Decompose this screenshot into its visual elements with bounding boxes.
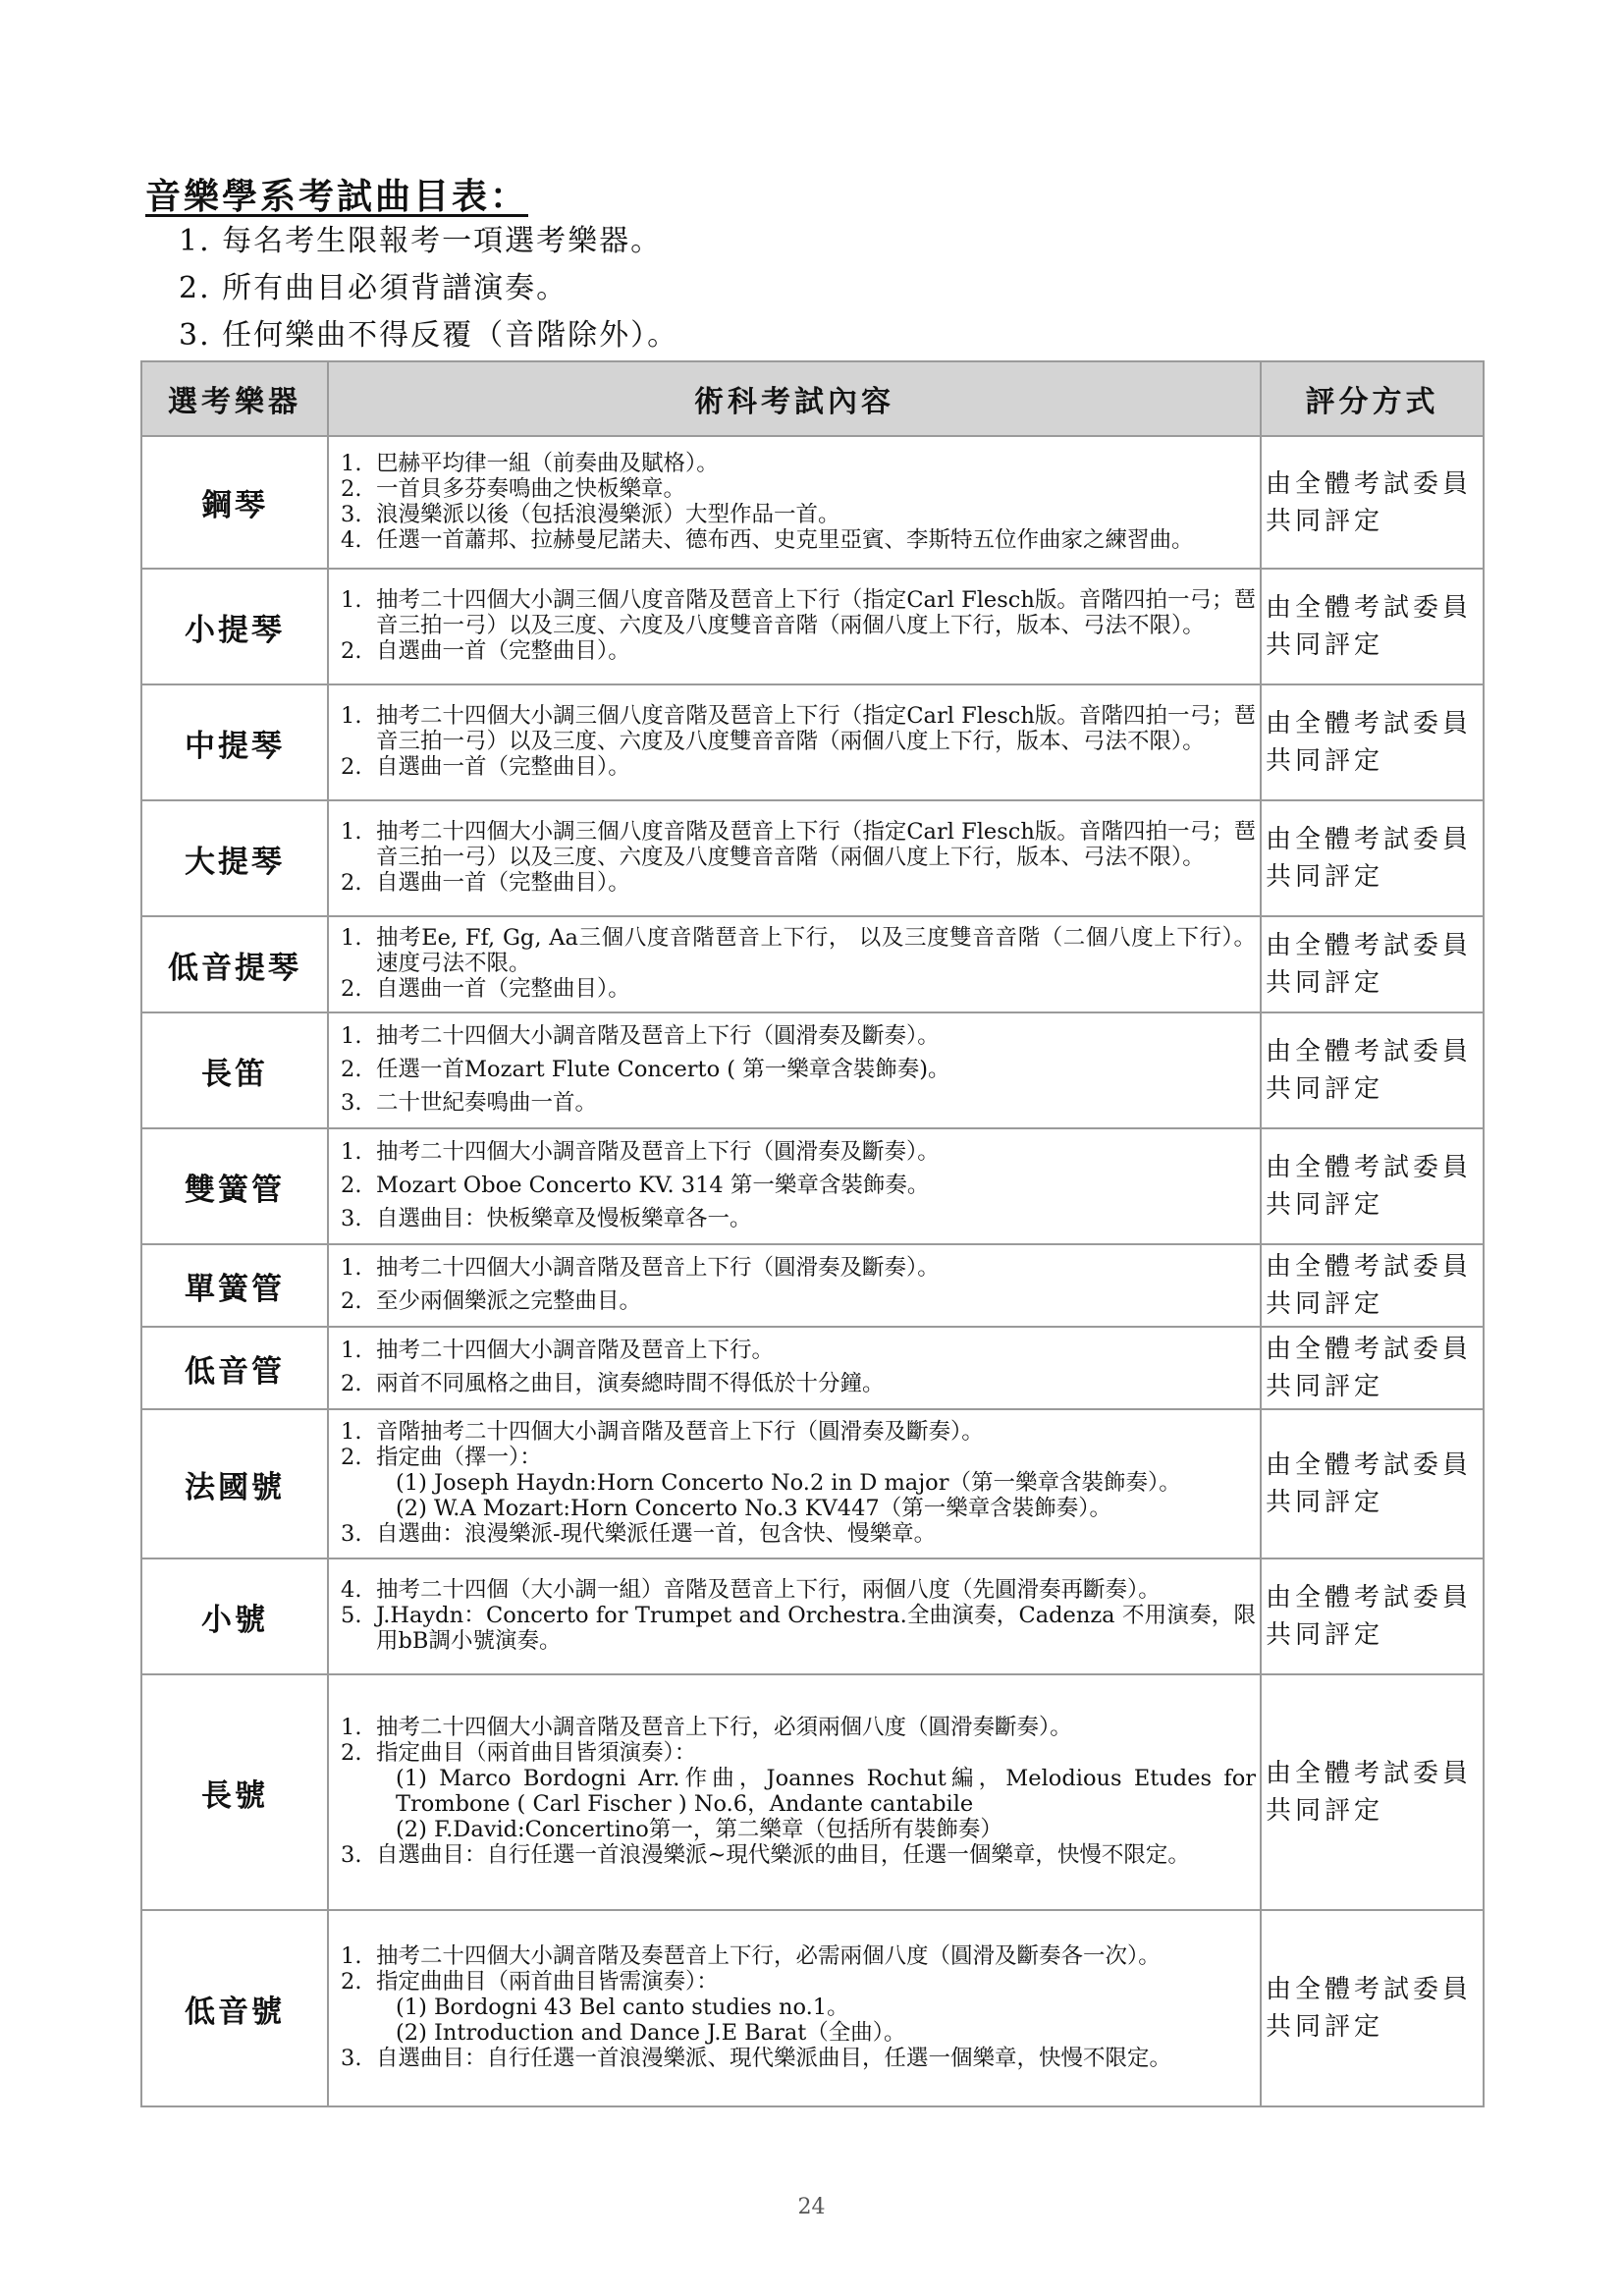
requirement-list xyxy=(341,703,1256,780)
table-row xyxy=(141,1128,1484,1244)
item-main-text: 抽考二十四個大小調音階及琶音上下行（圓滑奏及斷奏）。 xyxy=(376,1139,940,1165)
item-text xyxy=(376,1336,1256,1365)
requirement-item xyxy=(341,1419,1256,1445)
item-number: 2. xyxy=(341,976,362,1002)
item-text xyxy=(376,1577,1256,1603)
requirement-item xyxy=(341,754,1256,780)
item-text xyxy=(376,451,1256,476)
content-cell xyxy=(328,1327,1261,1409)
requirement-item xyxy=(341,476,1256,502)
table-row xyxy=(141,916,1484,1012)
item-main-text: 指定曲（擇一）： xyxy=(376,1445,542,1470)
item-text xyxy=(376,1171,1256,1200)
table-row xyxy=(141,1674,1484,1910)
item-text xyxy=(376,476,1256,502)
item-sub-text: (2) F.David:Concertino第一，第二樂章（包括所有裝飾奏） xyxy=(396,1817,1002,1842)
item-text xyxy=(376,2046,1256,2071)
requirement-item xyxy=(341,1137,1256,1167)
table-row xyxy=(141,1327,1484,1409)
requirement-list xyxy=(341,451,1256,553)
note-item: 1. 每名考生限報考一項選考樂器。 xyxy=(179,224,663,258)
table-row xyxy=(141,1409,1484,1558)
requirement-item xyxy=(341,1577,1256,1603)
item-text xyxy=(376,1740,1256,1842)
item-main-text: 抽考二十四個大小調三個八度音階及琶音上下行（指定Carl Flesch版。音階四拍一弓；琶音三拍一弓）以及三度、六度及八度雙音音階（兩個八度上下行，版本、弓法不限）。 xyxy=(376,587,1256,638)
item-number: 1. xyxy=(341,587,362,613)
item-main-text: 抽考二十四個大小調音階及琶音上下行（圓滑奏及斷奏）。 xyxy=(376,1255,940,1281)
table-row xyxy=(141,569,1484,684)
item-text xyxy=(376,1204,1256,1233)
table-body xyxy=(141,436,1484,2106)
item-main-text: J.Haydn：Concerto for Trumpet and Orchestra.全曲演奏，Cadenza 不用演奏，限用bB調小號演奏。 xyxy=(376,1603,1256,1654)
table-row xyxy=(141,436,1484,569)
item-number: 1. xyxy=(341,1255,362,1281)
item-number: 4. xyxy=(341,526,362,553)
requirement-item xyxy=(341,502,1256,527)
item-number: 5. xyxy=(341,1603,362,1628)
content-cell xyxy=(328,1244,1261,1327)
instrument-cell: 低音號 xyxy=(141,1910,328,2106)
grading-cell: 由全體考試委員共同評定 xyxy=(1261,916,1484,1012)
requirement-list xyxy=(341,1336,1256,1398)
requirement-item xyxy=(341,1715,1256,1740)
requirement-list xyxy=(341,1419,1256,1547)
header-instrument: 選考樂器 xyxy=(141,361,328,436)
requirement-list xyxy=(341,925,1256,1002)
requirement-item xyxy=(341,1088,1256,1118)
item-text xyxy=(376,1088,1256,1118)
item-main-text: 自選曲一首（完整曲目）。 xyxy=(376,638,630,664)
item-main-text: 抽考Ee, Ff, Gg, Aa三個八度音階琶音上下行， 以及三度雙音音階（二個八度上下行）。速度弓法不限。 xyxy=(376,925,1256,976)
item-main-text: 任選一首Mozart Flute Concerto ( 第一樂章含裝飾奏)。 xyxy=(376,1057,950,1082)
item-number: 2. xyxy=(341,638,362,664)
instrument-cell: 中提琴 xyxy=(141,684,328,800)
item-main-text: 指定曲目（兩首曲目皆須演奏）： xyxy=(376,1740,697,1766)
requirement-item xyxy=(341,870,1256,896)
instrument-cell: 雙簧管 xyxy=(141,1128,328,1244)
notes-list xyxy=(179,218,678,359)
grading-cell: 由全體考試委員共同評定 xyxy=(1261,1128,1484,1244)
item-main-text: 抽考二十四個大小調音階及琶音上下行。 xyxy=(376,1338,775,1363)
item-main-text: 兩首不同風格之曲目，演奏總時間不得低於十分鐘。 xyxy=(376,1371,885,1396)
grading-cell: 由全體考試委員共同評定 xyxy=(1261,1910,1484,2106)
item-text xyxy=(376,1969,1256,2046)
item-text xyxy=(376,1253,1256,1283)
item-number: 1. xyxy=(341,1023,362,1049)
requirement-list xyxy=(341,587,1256,664)
item-sub-text: (2) Introduction and Dance J.E Barat（全曲）。 xyxy=(396,2020,906,2046)
item-main-text: 抽考二十四個大小調三個八度音階及琶音上下行（指定Carl Flesch版。音階四拍一弓；琶音三拍一弓）以及三度、六度及八度雙音音階（兩個八度上下行，版本、弓法不限）。 xyxy=(376,703,1256,754)
item-text xyxy=(376,502,1256,527)
instrument-cell: 低音提琴 xyxy=(141,916,328,1012)
item-main-text: 抽考二十四個大小調音階及琶音上下行，必須兩個八度（圓滑奏斷奏）。 xyxy=(376,1715,1072,1740)
item-number: 1. xyxy=(341,925,362,951)
requirement-item xyxy=(341,1740,1256,1842)
item-number: 1. xyxy=(341,450,362,476)
requirement-item xyxy=(341,1253,1256,1283)
item-main-text: 抽考二十四個大小調三個八度音階及琶音上下行（指定Carl Flesch版。音階四拍一弓；琶音三拍一弓）以及三度、六度及八度雙音音階（兩個八度上下行，版本、弓法不限）。 xyxy=(376,819,1256,870)
item-text xyxy=(376,754,1256,780)
requirement-item xyxy=(341,638,1256,664)
requirement-list xyxy=(341,1577,1256,1654)
requirement-item xyxy=(341,587,1256,638)
item-number: 2. xyxy=(341,1057,362,1082)
requirement-item xyxy=(341,1943,1256,1969)
item-number: 2. xyxy=(341,1173,362,1198)
requirement-item xyxy=(341,1021,1256,1051)
header-grading: 評分方式 xyxy=(1261,361,1484,436)
content-cell xyxy=(328,1558,1261,1674)
requirement-item xyxy=(341,1969,1256,2046)
instrument-cell: 單簧管 xyxy=(141,1244,328,1327)
item-number: 1. xyxy=(341,1139,362,1165)
instrument-cell: 長號 xyxy=(141,1674,328,1910)
item-sub-text: (2) W.A Mozart:Horn Concerto No.3 KV447（第一樂章含裝飾奏）。 xyxy=(396,1496,1111,1521)
item-text xyxy=(376,1445,1256,1521)
page-number: 24 xyxy=(797,2195,826,2219)
item-main-text: 自選曲目：快板樂章及慢板樂章各一。 xyxy=(376,1206,752,1231)
requirement-item xyxy=(341,1171,1256,1200)
content-cell xyxy=(328,684,1261,800)
item-main-text: 巴赫平均律一組（前奏曲及賦格）。 xyxy=(376,450,719,476)
item-number: 4. xyxy=(341,1577,362,1603)
item-main-text: 任選一首蕭邦、拉赫曼尼諾夫、德布西、史克里亞賓、李斯特五位作曲家之練習曲。 xyxy=(376,526,1194,553)
item-sub-text: (1) Joseph Haydn:Horn Concerto No.2 in D major（第一樂章含裝飾奏）。 xyxy=(396,1470,1181,1496)
item-number: 2. xyxy=(341,1445,362,1470)
item-sub-text: (1) Marco Bordogni Arr.作曲，Joannes Rochut編，Melodious Etudes for Trombone ( Carl Fischer ) No.6，Andante cantabile xyxy=(396,1766,1256,1817)
item-main-text: 抽考二十四個（大小調一組）音階及琶音上下行，兩個八度（先圓滑奏再斷奏）。 xyxy=(376,1577,1161,1603)
table-row xyxy=(141,684,1484,800)
table-row xyxy=(141,800,1484,916)
content-cell xyxy=(328,1674,1261,1910)
item-text xyxy=(376,1419,1256,1445)
item-main-text: 自選曲：浪漫樂派-現代樂派任選一首，包含快、慢樂章。 xyxy=(376,1521,937,1547)
item-text xyxy=(376,819,1256,870)
item-text xyxy=(376,1715,1256,1740)
requirement-list xyxy=(341,1021,1256,1118)
item-text xyxy=(376,527,1256,553)
item-number: 3. xyxy=(341,1842,362,1868)
requirement-list xyxy=(341,1943,1256,2071)
item-main-text: 浪漫樂派以後（包括浪漫樂派）大型作品一首。 xyxy=(376,501,840,527)
content-cell xyxy=(328,800,1261,916)
item-main-text: 自選曲目：自行任選一首浪漫樂派、現代樂派曲目，任選一個樂章，快慢不限定。 xyxy=(376,2046,1172,2071)
item-number: 1. xyxy=(341,703,362,729)
item-main-text: 自選曲一首（完整曲目）。 xyxy=(376,976,630,1002)
instrument-cell: 小提琴 xyxy=(141,569,328,684)
item-number: 2. xyxy=(341,475,362,502)
item-main-text: 指定曲曲目（兩首曲目皆需演奏）： xyxy=(376,1969,719,1995)
item-main-text: 自選曲一首（完整曲目）。 xyxy=(376,870,630,896)
requirement-item xyxy=(341,1336,1256,1365)
grading-cell: 由全體考試委員共同評定 xyxy=(1261,569,1484,684)
instrument-cell: 長笛 xyxy=(141,1012,328,1128)
note-item: 2. 所有曲目必須背譜演奏。 xyxy=(179,271,568,305)
requirement-item xyxy=(341,2046,1256,2071)
grading-cell: 由全體考試委員共同評定 xyxy=(1261,1012,1484,1128)
page-title: 音樂學系考試曲目表： xyxy=(145,176,529,217)
requirement-list xyxy=(341,1253,1256,1316)
table-row xyxy=(141,1012,1484,1128)
item-number: 2. xyxy=(341,1969,362,1995)
item-text xyxy=(376,925,1256,976)
item-number: 1. xyxy=(341,819,362,845)
item-number: 2. xyxy=(341,1288,362,1314)
grading-cell: 由全體考試委員共同評定 xyxy=(1261,1674,1484,1910)
item-sub-text: (1) Bordogni 43 Bel canto studies no.1。 xyxy=(396,1995,849,2020)
content-cell xyxy=(328,1409,1261,1558)
item-text xyxy=(376,1369,1256,1398)
requirement-item xyxy=(341,1055,1256,1084)
table-row xyxy=(141,1910,1484,2106)
grading-cell: 由全體考試委員共同評定 xyxy=(1261,1327,1484,1409)
requirement-item xyxy=(341,1286,1256,1316)
item-number: 1. xyxy=(341,1419,362,1445)
instrument-cell: 大提琴 xyxy=(141,800,328,916)
content-cell xyxy=(328,1910,1261,2106)
instrument-cell: 鋼琴 xyxy=(141,436,328,569)
item-main-text: 自選曲一首（完整曲目）。 xyxy=(376,754,630,780)
item-number: 3. xyxy=(341,501,362,527)
note-item: 3. 任何樂曲不得反覆（音階除外）。 xyxy=(179,318,679,353)
item-text xyxy=(376,1137,1256,1167)
item-number: 2. xyxy=(341,870,362,896)
item-main-text: 自選曲目：自行任選一首浪漫樂派~現代樂派的曲目，任選一個樂章，快慢不限定。 xyxy=(376,1842,1190,1868)
item-text xyxy=(376,638,1256,664)
requirement-item xyxy=(341,527,1256,553)
instrument-cell: 低音管 xyxy=(141,1327,328,1409)
item-text xyxy=(376,1603,1256,1654)
item-main-text: 音階抽考二十四個大小調音階及琶音上下行（圓滑奏及斷奏）。 xyxy=(376,1419,984,1445)
grading-cell: 由全體考試委員共同評定 xyxy=(1261,1558,1484,1674)
item-text xyxy=(376,976,1256,1002)
item-number: 2. xyxy=(341,754,362,780)
requirement-item xyxy=(341,703,1256,754)
content-cell xyxy=(328,569,1261,684)
grading-cell: 由全體考試委員共同評定 xyxy=(1261,436,1484,569)
item-number: 1. xyxy=(341,1338,362,1363)
item-text xyxy=(376,1842,1256,1868)
grading-cell: 由全體考試委員共同評定 xyxy=(1261,800,1484,916)
requirement-list xyxy=(341,1715,1256,1868)
requirement-item xyxy=(341,1369,1256,1398)
requirement-item xyxy=(341,976,1256,1002)
content-cell xyxy=(328,1128,1261,1244)
item-text xyxy=(376,587,1256,638)
requirement-item xyxy=(341,451,1256,476)
requirement-item xyxy=(341,1204,1256,1233)
item-main-text: Mozart Oboe Concerto KV. 314 第一樂章含裝飾奏。 xyxy=(376,1173,930,1198)
grading-cell: 由全體考試委員共同評定 xyxy=(1261,1409,1484,1558)
item-main-text: 至少兩個樂派之完整曲目。 xyxy=(376,1288,642,1314)
item-text xyxy=(376,1943,1256,1969)
item-text xyxy=(376,1286,1256,1316)
item-number: 1. xyxy=(341,1715,362,1740)
item-text xyxy=(376,1055,1256,1084)
table-row xyxy=(141,1244,1484,1327)
item-main-text: 一首貝多芬奏鳴曲之快板樂章。 xyxy=(376,475,686,502)
table-row xyxy=(141,1558,1484,1674)
requirement-item xyxy=(341,819,1256,870)
item-text xyxy=(376,1021,1256,1051)
item-text xyxy=(376,870,1256,896)
requirement-list xyxy=(341,819,1256,896)
instrument-cell: 小號 xyxy=(141,1558,328,1674)
requirement-item xyxy=(341,1445,1256,1521)
header-content: 術科考試內容 xyxy=(328,361,1261,436)
item-main-text: 二十世紀奏鳴曲一首。 xyxy=(376,1090,598,1116)
item-text xyxy=(376,1521,1256,1547)
content-cell xyxy=(328,916,1261,1012)
requirement-item xyxy=(341,925,1256,976)
instrument-cell: 法國號 xyxy=(141,1409,328,1558)
requirement-item xyxy=(341,1603,1256,1654)
requirement-list xyxy=(341,1137,1256,1233)
item-number: 3. xyxy=(341,2046,362,2071)
item-text xyxy=(376,703,1256,754)
item-number: 3. xyxy=(341,1206,362,1231)
content-cell xyxy=(328,436,1261,569)
table-header-row xyxy=(141,361,1484,436)
item-number: 1. xyxy=(341,1943,362,1969)
requirement-item xyxy=(341,1521,1256,1547)
item-main-text: 抽考二十四個大小調音階及琶音上下行（圓滑奏及斷奏）。 xyxy=(376,1023,940,1049)
item-number: 3. xyxy=(341,1521,362,1547)
item-number: 2. xyxy=(341,1371,362,1396)
item-main-text: 抽考二十四個大小調音階及奏琶音上下行，必需兩個八度（圓滑及斷奏各一次）。 xyxy=(376,1943,1161,1969)
grading-cell: 由全體考試委員共同評定 xyxy=(1261,1244,1484,1327)
item-number: 2. xyxy=(341,1740,362,1766)
content-cell xyxy=(328,1012,1261,1128)
requirement-item xyxy=(341,1842,1256,1868)
grading-cell: 由全體考試委員共同評定 xyxy=(1261,684,1484,800)
exam-repertoire-table xyxy=(140,360,1485,2107)
item-number: 3. xyxy=(341,1090,362,1116)
